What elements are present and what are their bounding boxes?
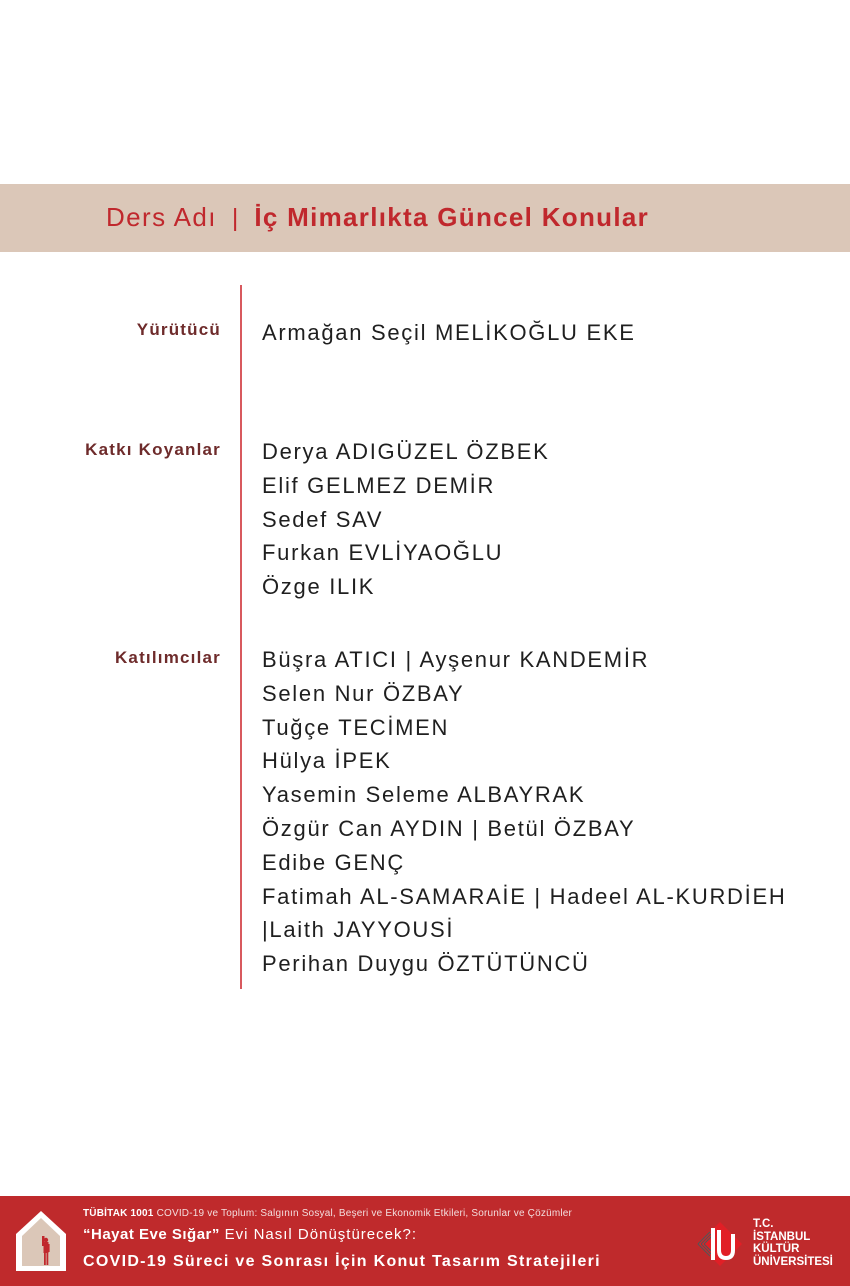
list-item: Sedef SAV	[262, 506, 384, 532]
executor-list	[262, 316, 636, 350]
list-item: Armağan Seçil MELİKOĞLU EKE	[262, 320, 636, 345]
list-item: Furkan EVLİYAOĞLU	[262, 540, 504, 566]
list-item: Derya ADIGÜZEL ÖZBEK	[262, 439, 550, 464]
section-label-participants: Katılımcılar	[114, 648, 221, 667]
university-line-4: ÜNİVERSİTESİ	[753, 1255, 833, 1268]
list-item: Büşra ATICI | Ayşenur KANDEMİR	[262, 647, 650, 672]
university-line-1: T.C.	[753, 1218, 774, 1230]
section-label-contributors: Katkı Koyanlar	[85, 440, 221, 459]
contributors-list	[262, 435, 549, 604]
house-figure-logo-icon	[15, 1210, 67, 1272]
course-title-prefix: Ders Adı	[106, 202, 217, 232]
course-title-separator: |	[231, 204, 240, 232]
participants-list	[262, 643, 786, 981]
footer-project-subtitle: COVID-19 Süreci ve Sonrası İçin Konut Tasarım Stratejileri	[83, 1253, 601, 1270]
footer-project-slogan: “Hayat Eve Sığar”	[83, 1226, 220, 1243]
list-item: Perihan Duygu ÖZTÜTÜNCÜ	[262, 951, 590, 977]
course-name: İç Mimarlıkta Güncel Konular	[254, 202, 650, 232]
university-name	[753, 1218, 833, 1268]
list-item: Fatimah AL-SAMARAİE | Hadeel AL-KURDİEH	[262, 883, 787, 909]
list-item: Selen Nur ÖZBAY	[262, 680, 465, 706]
list-item: Yasemin Seleme ALBAYRAK	[262, 782, 586, 808]
university-line-2: İSTANBUL	[753, 1230, 811, 1243]
footer-project-question: Evi Nasıl Dönüştürecek?:	[224, 1226, 417, 1243]
footer-program-title: COVID-19 ve Toplum: Salgının Sosyal, Beşeri ve Ekonomik Etkileri, Sorunlar ve Çözümler	[156, 1208, 573, 1219]
list-item: Özge ILIK	[262, 574, 376, 600]
iku-university-logo-icon	[696, 1220, 748, 1268]
list-item: Edibe GENÇ	[262, 849, 405, 875]
course-title	[106, 200, 649, 234]
list-item: Hülya İPEK	[262, 748, 392, 774]
vertical-divider	[240, 285, 242, 989]
footer-project-program	[83, 1208, 572, 1219]
list-item: |Laith JAYYOUSİ	[262, 917, 455, 943]
list-item: Tuğçe TECİMEN	[262, 714, 450, 740]
list-item: Özgür Can AYDIN | Betül ÖZBAY	[262, 815, 636, 841]
list-item: Elif GELMEZ DEMİR	[262, 472, 496, 498]
footer-program-code: TÜBİTAK 1001	[83, 1208, 154, 1219]
section-label-executor: Yürütücü	[136, 320, 221, 339]
university-line-3: KÜLTÜR	[753, 1243, 800, 1255]
footer-project-title	[83, 1226, 417, 1243]
